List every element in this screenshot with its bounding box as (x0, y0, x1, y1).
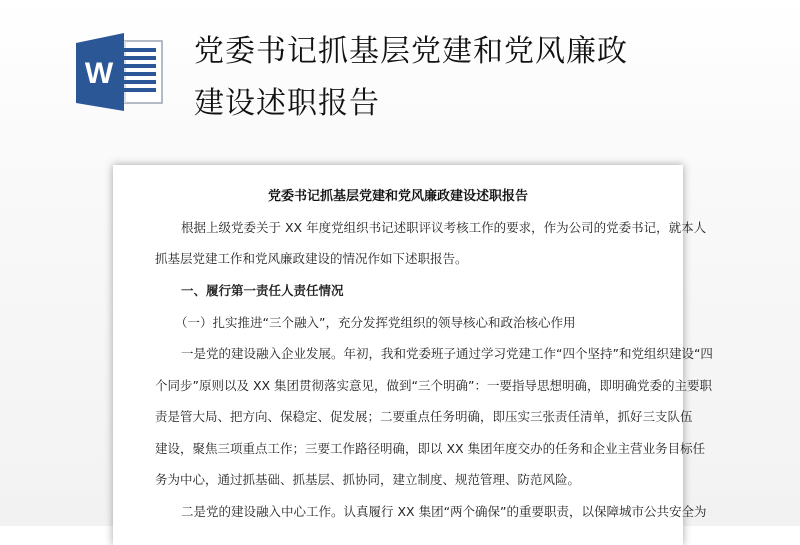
section-heading: 一、履行第一责任人责任情况 (181, 283, 344, 298)
paragraph-line: 建设，聚焦三项重点工作；三要工作路径明确，即以 XX 集团年度交办的任务和企业主营业务目标任 (155, 441, 706, 456)
paragraph-line: 根据上级党委关于 XX 年度党组织书记述职评议考核工作的要求，作为公司的党委书记，就本人 (181, 220, 707, 235)
paragraph-line: 个同步”原则以及 XX 集团贯彻落实意见，做到“三个明确”：一要指导思想明确，即明确党委的主要职 (155, 378, 713, 393)
paragraph-line: 抓基层党建工作和党风廉政建设的情况作如下述职报告。 (155, 251, 468, 266)
header-title-line: 建设述职报告 (194, 86, 380, 121)
paragraph-line: 二是党的建设融入中心工作。认真履行 XX 集团“两个确保”的重要职责，以保障城市公共安全为 (181, 504, 707, 519)
header-title (194, 26, 754, 130)
paragraph-line: 责是管大局、把方向、保稳定、促发展；二要重点任务明确，即压实三张责任清单，抓好三支队伍 (155, 409, 693, 424)
document-page (113, 165, 713, 545)
paragraph-line: 一是党的建设融入企业发展。年初，我和党委班子通过学习党建工作“四个坚持”和党组织建设“四 (181, 346, 713, 361)
document-title: 党委书记抓基层党建和党风廉政建设述职报告 (267, 189, 528, 204)
subsection-heading: （一）扎实推进“三个融入”，充分发挥党组织的领导核心和政治核心作用 (175, 315, 576, 330)
header-title-line: 党委书记抓基层党建和党风廉政 (194, 34, 628, 69)
word-document-icon (76, 33, 164, 111)
svg-text:W: W (84, 57, 114, 90)
paragraph-line: 务为中心，通过抓基础、抓基层、抓协同，建立制度、规范管理、防范风险。 (155, 472, 581, 487)
